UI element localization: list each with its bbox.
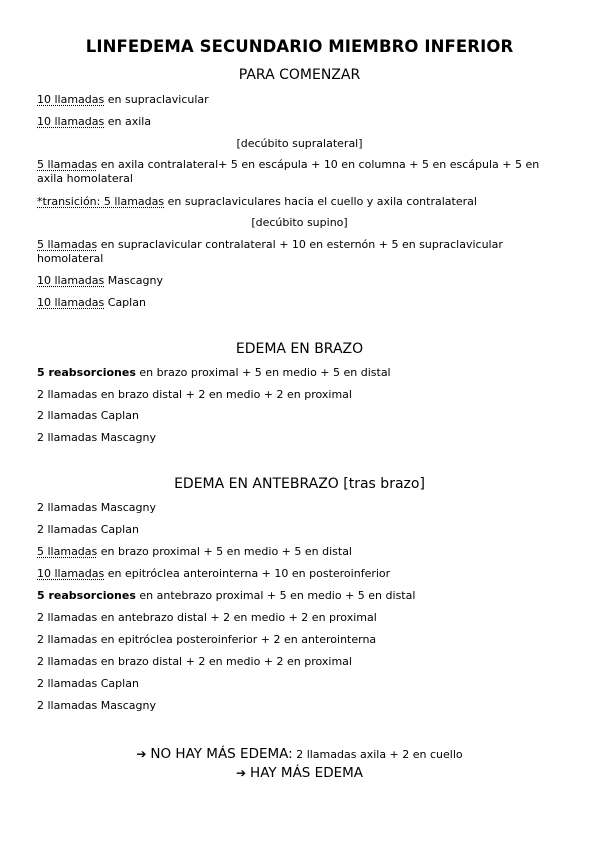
forearm-line-7: 2 llamadas en epitróclea posteroinferior + 2 en anterointerna xyxy=(37,633,377,646)
arm-line-1-text: en brazo proximal + 5 en medio + 5 en distal xyxy=(135,366,391,379)
start-line-1-calls: 10 llamadas xyxy=(37,93,105,106)
position-note-supralateral: [decúbito supralateral] xyxy=(236,137,363,150)
start-line-7-text: Caplan xyxy=(104,296,146,309)
arm-line-2: 2 llamadas en brazo distal + 2 en medio + 2 en proximal xyxy=(37,388,352,401)
more-edema-label: HAY MÁS EDEMA xyxy=(250,765,364,781)
arrow-right-icon: ➔ xyxy=(235,766,247,780)
forearm-line-4 xyxy=(37,567,567,581)
no-more-edema-detail: 2 llamadas axila + 2 en cuello xyxy=(292,748,463,761)
section-heading-start: PARA COMENZAR xyxy=(238,67,361,83)
no-more-edema-label: NO HAY MÁS EDEMA: xyxy=(150,746,293,762)
start-line-5 xyxy=(37,238,567,266)
arm-line-1-reabsorptions: 5 reabsorciones xyxy=(37,366,136,379)
forearm-line-6: 2 llamadas en antebrazo distal + 2 en medio + 2 en proximal xyxy=(37,611,377,624)
start-line-6 xyxy=(37,274,567,288)
forearm-line-9: 2 llamadas Caplan xyxy=(37,677,139,690)
arm-line-3: 2 llamadas Caplan xyxy=(37,409,139,422)
forearm-line-3-calls: 5 llamadas xyxy=(37,545,98,558)
start-line-4-text: en supraclaviculares hacia el cuello y axila contralateral xyxy=(164,195,477,208)
start-line-3-calls: 5 llamadas xyxy=(37,158,98,171)
forearm-line-4-text: en epitróclea anterointerna + 10 en posteroinferior xyxy=(104,567,391,580)
forearm-line-3 xyxy=(37,545,567,559)
forearm-line-5 xyxy=(37,589,567,603)
start-line-6-calls: 10 llamadas xyxy=(37,274,105,287)
document-title: LINFEDEMA SECUNDARIO MIEMBRO INFERIOR xyxy=(85,37,514,56)
start-line-1-text: en supraclavicular xyxy=(104,93,209,106)
position-note-supine: [decúbito supino] xyxy=(251,216,348,229)
start-line-2 xyxy=(37,115,567,129)
section-heading-arm: EDEMA EN BRAZO xyxy=(235,341,364,357)
arm-line-1 xyxy=(37,366,567,380)
arrow-right-icon: ➔ xyxy=(136,747,147,761)
start-line-3-text: en axila contralateral+ 5 en escápula + 10 en columna + 5 en escápula + 5 en axila homolateral xyxy=(37,158,540,185)
forearm-line-10: 2 llamadas Mascagny xyxy=(37,699,156,712)
section-heading-forearm: EDEMA EN ANTEBRAZO [tras brazo] xyxy=(174,476,425,492)
forearm-line-2: 2 llamadas Caplan xyxy=(37,523,139,536)
start-line-3 xyxy=(37,158,567,186)
start-line-4 xyxy=(37,195,567,209)
forearm-line-1: 2 llamadas Mascagny xyxy=(37,501,156,514)
forearm-line-8: 2 llamadas en brazo distal + 2 en medio + 2 en proximal xyxy=(37,655,352,668)
start-line-4-calls: *transición: 5 llamadas xyxy=(37,195,165,208)
forearm-line-4-calls: 10 llamadas xyxy=(37,567,105,580)
start-line-5-calls: 5 llamadas xyxy=(37,238,98,251)
start-line-6-text: Mascagny xyxy=(104,274,163,287)
forearm-line-5-text: en antebrazo proximal + 5 en medio + 5 en distal xyxy=(135,589,416,602)
start-line-2-text: en axila xyxy=(104,115,152,128)
start-line-7-calls: 10 llamadas xyxy=(37,296,105,309)
start-line-7 xyxy=(37,296,567,310)
start-line-1 xyxy=(37,93,567,107)
no-more-edema-row xyxy=(0,743,599,762)
start-line-5-text: en supraclavicular contralateral + 10 en esternón + 5 en supraclavicular homolateral xyxy=(37,238,503,265)
more-edema-row xyxy=(0,762,599,781)
forearm-line-5-reabsorptions: 5 reabsorciones xyxy=(37,589,136,602)
forearm-line-3-text: en brazo proximal + 5 en medio + 5 en distal xyxy=(97,545,352,558)
start-line-2-calls: 10 llamadas xyxy=(37,115,105,128)
arm-line-4: 2 llamadas Mascagny xyxy=(37,431,156,444)
